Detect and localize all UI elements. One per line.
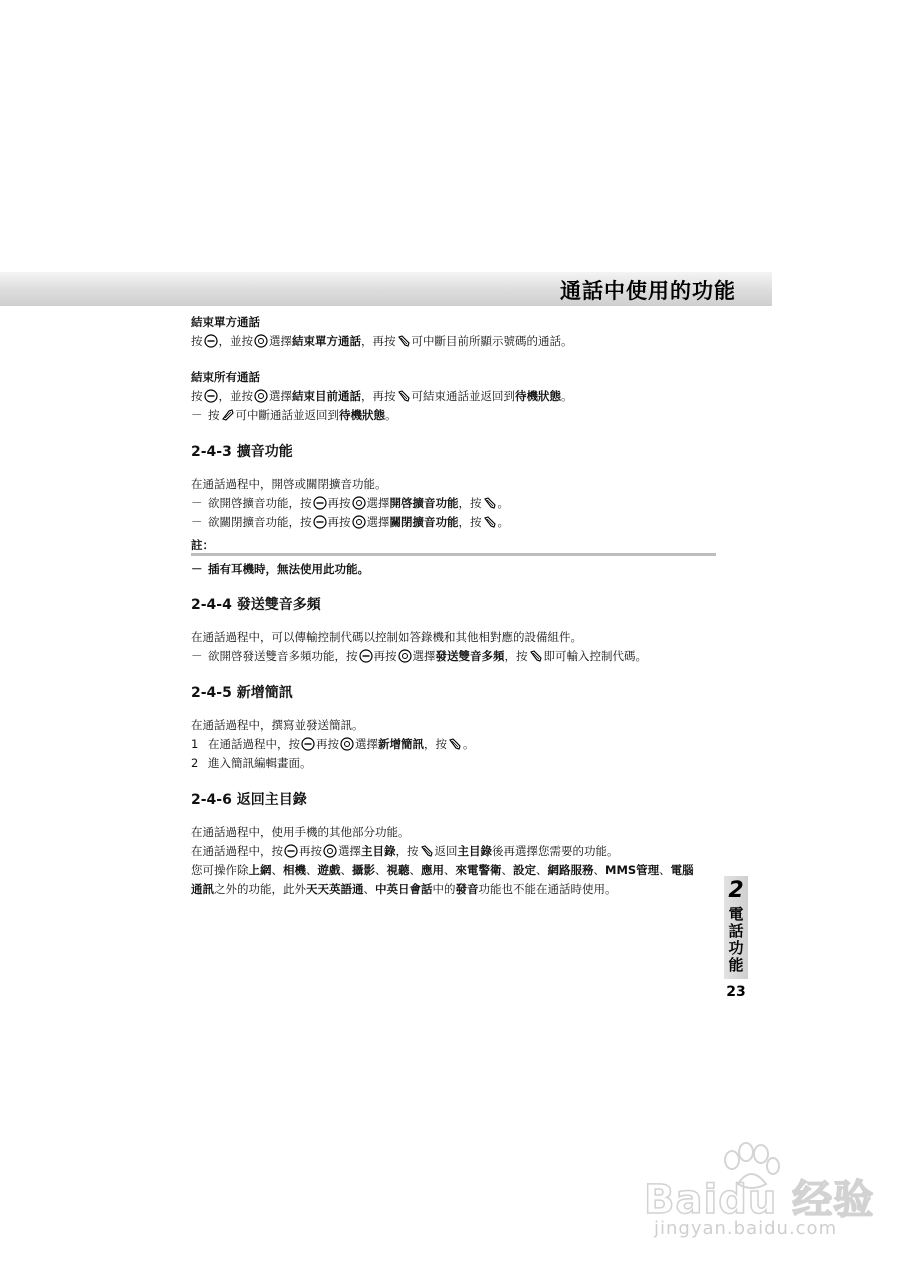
section-244-heading: 2-4-4 發送雙音多頻 [191,597,321,613]
section-title: 通話中使用的功能 [560,279,736,303]
feature-name: 應用 [421,863,444,877]
feature-name: 發音 [455,882,479,896]
phone-send-icon [420,844,434,858]
feature-name: 天天英語通 [306,882,364,896]
feature-name: 攝影 [352,863,375,877]
text: 再按 [299,844,322,858]
text: 返回 [434,844,458,858]
nav-key-icon [254,389,268,403]
text: 。 [385,408,397,422]
text: 按 [191,334,203,348]
baidu-watermark-url: jingyan.baidu.com [654,1218,838,1239]
end-all-line1 [191,387,716,406]
text: 中的 [432,882,456,896]
text: 之外的功能，此外 [214,882,306,896]
text: ，按 [458,496,482,510]
text: 您可操作除 [191,863,249,877]
text: 、 [659,863,671,877]
text: 。 [497,515,509,529]
chapter-label-text: 電話功能 [728,905,744,974]
feature-name: 通訊 [191,882,214,896]
text: 、 [501,863,513,877]
text: 按 [191,389,203,403]
text: 、 [409,863,421,877]
text: 選擇 [355,737,378,751]
text: 選擇 [338,844,361,858]
section-245-heading: 2-4-5 新增簡訊 [191,685,293,701]
section-246-heading: 2-4-6 返回主目錄 [191,792,307,808]
section-246-line4 [191,880,716,899]
text: 、 [536,863,548,877]
text: 進入簡訊編輯畫面。 [208,756,312,770]
menu-option: 主目錄 [361,844,396,858]
feature-name: 網路服務 [547,863,594,877]
nav-key-icon [352,515,366,529]
text: 選擇 [412,649,436,663]
baidu-watermark-logo: Baidu 经验 [644,1177,875,1223]
text: 、 [271,863,283,877]
end-all-line2 [191,406,716,425]
text: 、 [444,863,456,877]
text: 可結束通話並返回到 [411,389,515,403]
feature-name: 視聽 [386,863,410,877]
feature-name: 中英日會話 [375,882,433,896]
text: 欲開啓發送雙音多頻功能，按 [208,649,358,663]
dash-bullet: － [191,649,203,663]
page-content [191,313,716,899]
text: 在通話過程中，按 [208,737,300,751]
menu-option: 主目錄 [457,844,492,858]
text: ，並按 [218,389,253,403]
text: 、 [593,863,605,877]
section-246-line3 [191,861,716,880]
text: 可中斷目前所顯示號碼的通話。 [411,334,573,348]
menu-option: 開啓擴音功能 [389,496,459,510]
phone-send-icon [397,334,411,348]
phone-send-icon [529,649,543,663]
text: 選擇 [366,515,390,529]
step-number: 1 [191,737,199,751]
section-243-intro: 在通話過程中，開啓或關閉擴音功能。 [191,477,387,491]
menu-option: 發送雙音多頻 [435,649,505,663]
menu-option: 結束單方通話 [292,334,361,348]
menu-option: 新增簡訊 [378,737,424,751]
end-single-title: 結束單方通話 [191,315,260,329]
text: ，再按 [361,334,396,348]
text: 。 [463,737,475,751]
feature-name: 來電警衛 [455,863,502,877]
section-246-line1: 在通話過程中，使用手機的其他部分功能。 [191,825,410,839]
text: 、 [306,863,318,877]
text: 再按 [327,496,351,510]
minus-circle-icon [313,515,327,529]
minus-circle-icon [301,737,315,751]
phone-end-icon [221,408,235,422]
section-245-step2 [191,754,716,773]
page-number: 23 [726,984,746,1000]
text: 、 [363,882,375,896]
phone-send-icon [448,737,462,751]
text: 再按 [316,737,339,751]
text: 欲關閉擴音功能，按 [208,515,312,529]
text: ，並按 [218,334,253,348]
dash-bullet: － [191,515,203,529]
text: 選擇 [269,389,292,403]
nav-key-icon [323,844,337,858]
text: 功能也不能在通話時使用。 [478,882,617,896]
text: 。 [497,496,509,510]
text: 再按 [373,649,397,663]
nav-key-icon [352,496,366,510]
text: ，再按 [361,389,396,403]
chapter-number: 2 [728,878,744,903]
phone-send-icon [397,389,411,403]
section-244-intro: 在通話過程中，可以傳輸控制代碼以控制如答錄機和其他相對應的設備組件。 [191,630,582,644]
state-name: 待機狀態 [339,408,385,422]
dash-bullet: － [191,496,203,510]
step-number: 2 [191,756,199,770]
dash-bullet: － [191,408,203,422]
text: 按 [208,408,220,422]
minus-circle-icon [313,496,327,510]
feature-name: MMS管理 [605,863,660,877]
section-245-intro: 在通話過程中，撰寫並發送簡訊。 [191,718,364,732]
phone-send-icon [483,496,497,510]
section-243-item1 [191,494,716,513]
text: 可中斷通話並返回到 [235,408,339,422]
section-243-item2 [191,513,716,532]
text: 、 [340,863,352,877]
text: ，按 [424,737,447,751]
text: ，按 [504,649,528,663]
text: 在通話過程中，按 [191,844,283,858]
text: 即可輸入控制代碼。 [543,649,647,663]
text: 。 [561,389,573,403]
text: 選擇 [269,334,292,348]
dash-bullet: － [191,562,203,576]
phone-send-icon [483,515,497,529]
section-246-line2 [191,842,716,861]
feature-name: 相機 [283,863,306,877]
section-header-band [0,272,772,306]
minus-circle-icon [359,649,373,663]
section-245-step1 [191,735,716,754]
nav-key-icon [340,737,354,751]
note-text: 插有耳機時，無法使用此功能。 [208,562,369,576]
note-item [191,560,716,579]
feature-name: 電腦 [670,863,694,877]
section-244-item [191,647,716,666]
nav-key-icon [398,649,412,663]
feature-name: 遊戲 [317,863,341,877]
end-all-title: 結束所有通話 [191,370,260,384]
note-label: 註： [191,538,214,552]
text: 再按 [327,515,351,529]
minus-circle-icon [204,389,218,403]
text: 、 [375,863,387,877]
section-243-heading: 2-4-3 擴音功能 [191,444,293,460]
text: 欲開啓擴音功能，按 [208,496,312,510]
note-divider [191,553,716,556]
feature-name: 上網 [248,863,272,877]
chapter-side-tab [724,876,748,979]
text: 選擇 [366,496,390,510]
menu-option: 關閉擴音功能 [389,515,459,529]
feature-name: 設定 [513,863,536,877]
text: ，按 [395,844,419,858]
end-single-line [191,332,716,351]
nav-key-icon [254,334,268,348]
minus-circle-icon [204,334,218,348]
text: 後再選擇您需要的功能。 [492,844,619,858]
chapter-label [724,906,748,974]
state-name: 待機狀態 [515,389,561,403]
minus-circle-icon [284,844,298,858]
text: ，按 [458,515,482,529]
menu-option: 結束目前通話 [292,389,361,403]
